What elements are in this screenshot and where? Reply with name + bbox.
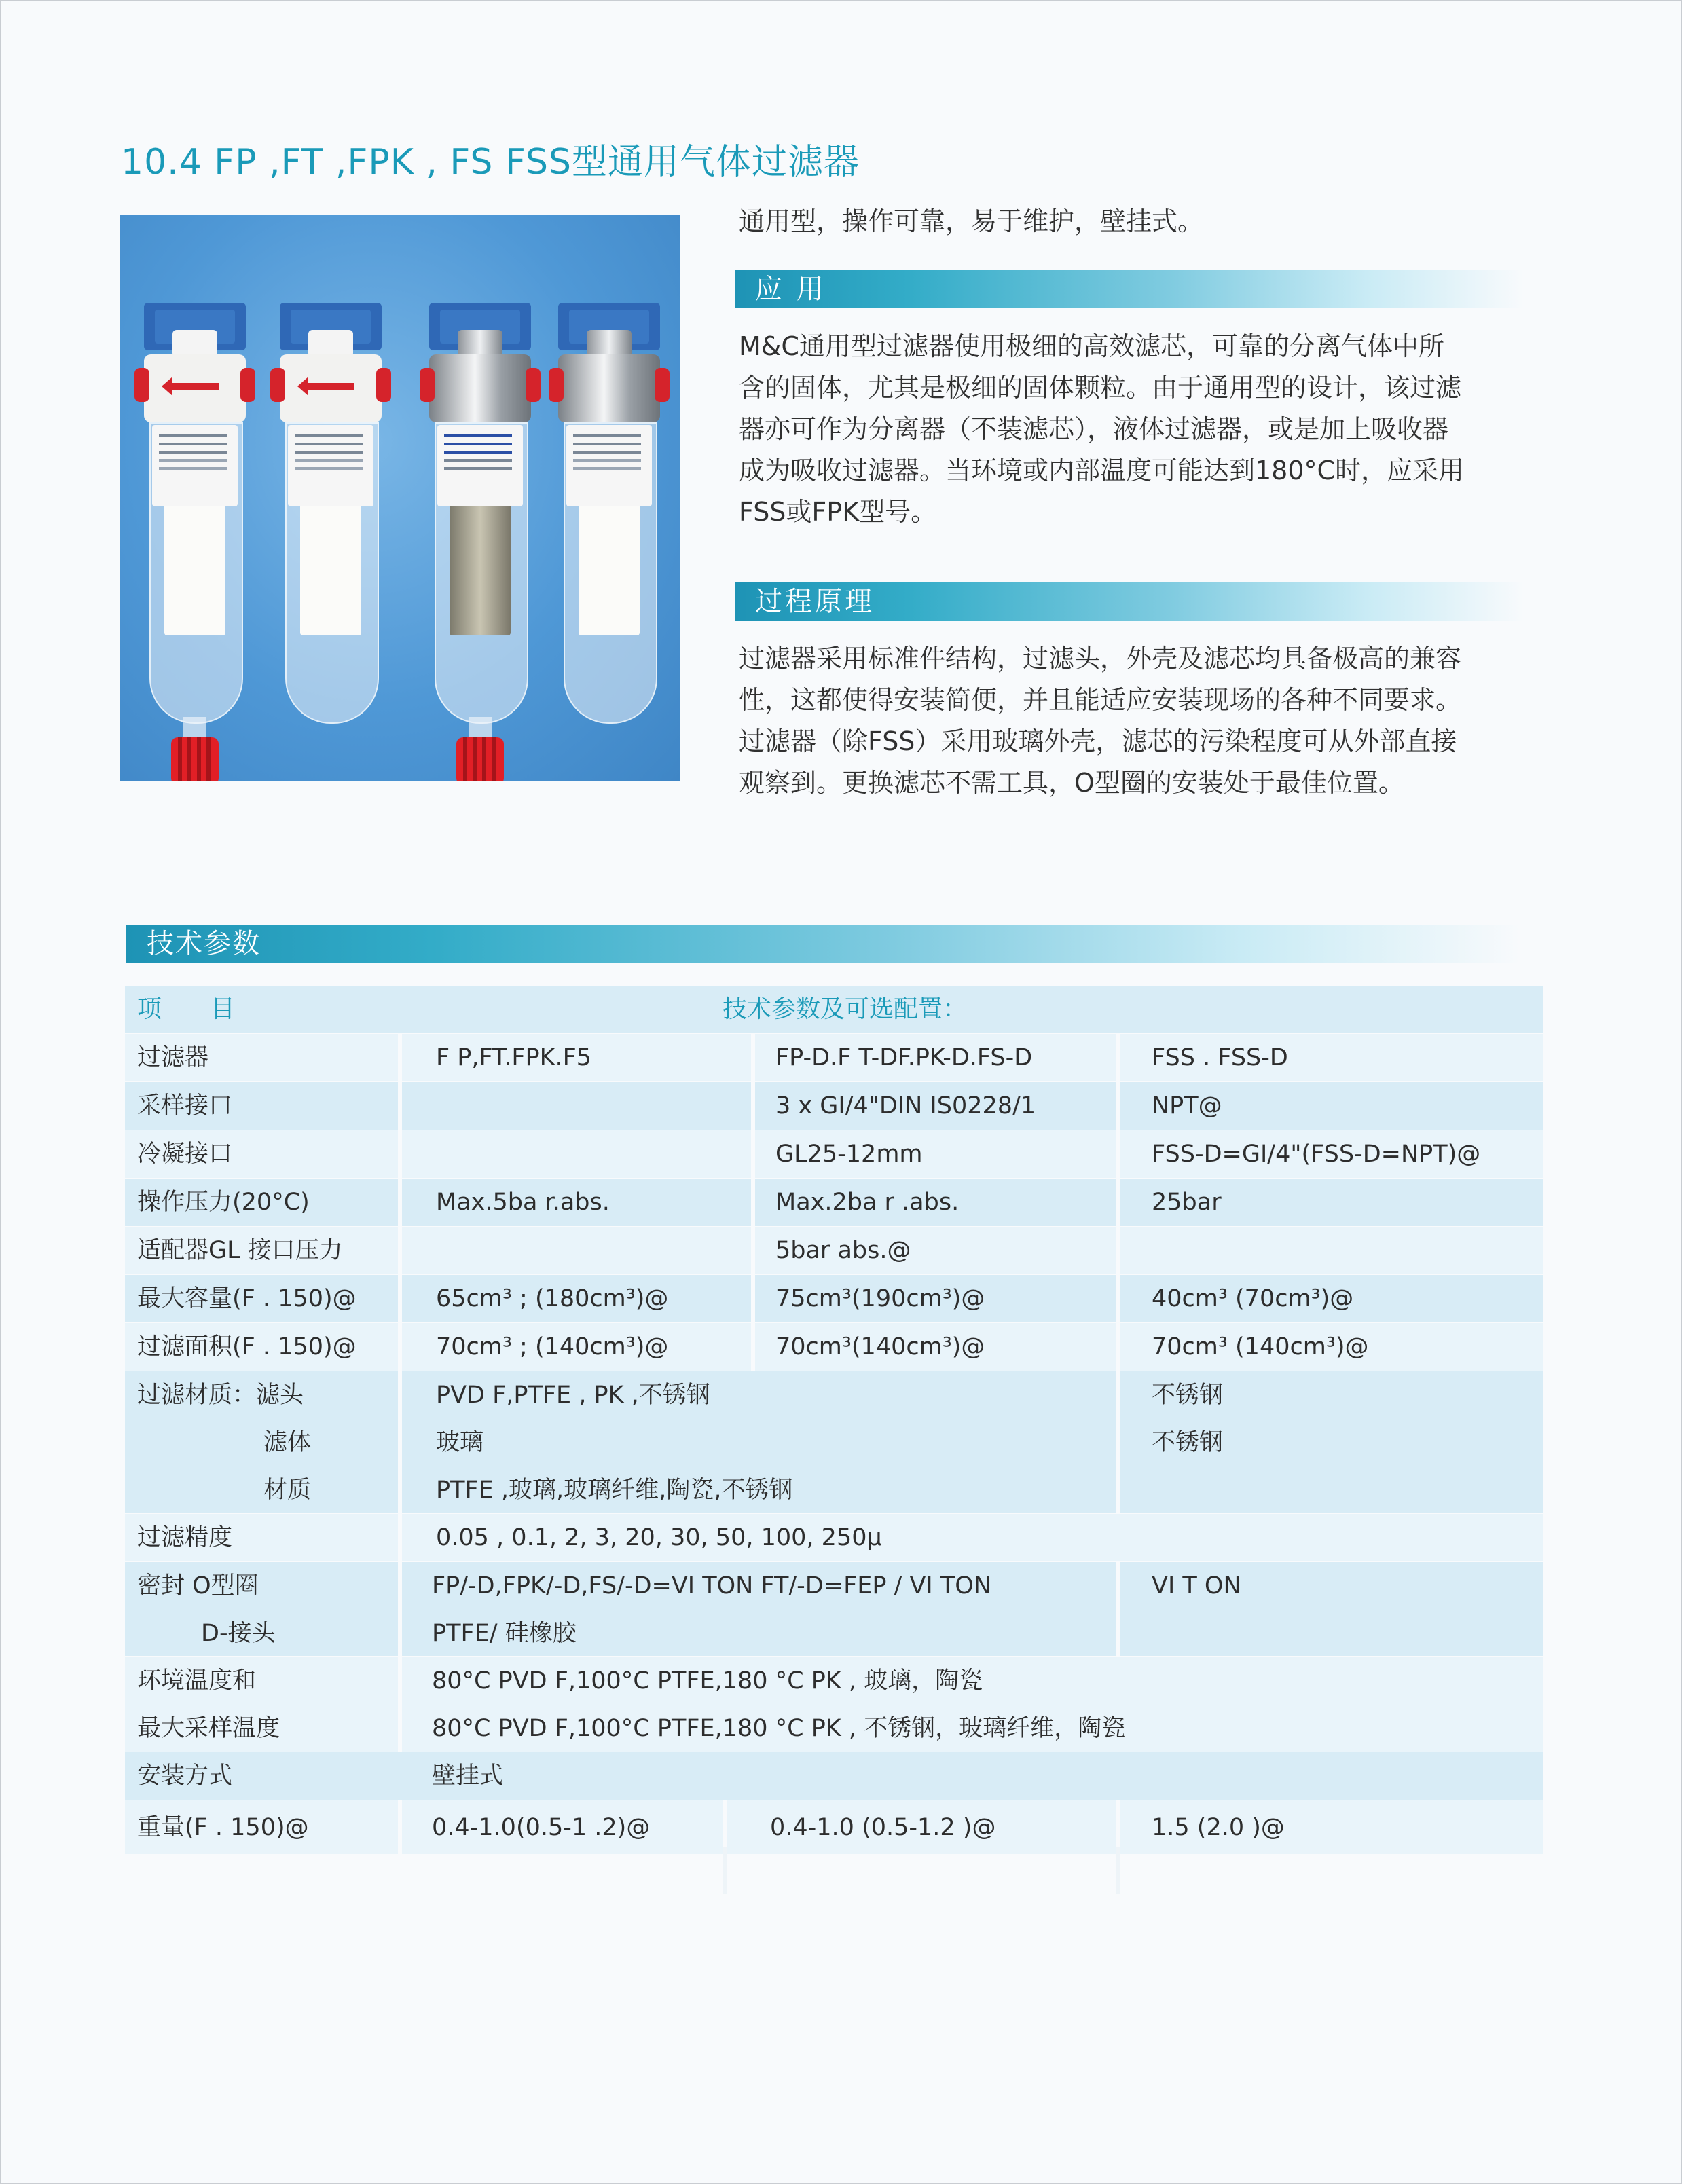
row-value: GL25-12mm	[751, 1130, 923, 1178]
row-value: NPT@	[1116, 1082, 1222, 1130]
table-divider	[1116, 1847, 1120, 1894]
row-label: 采样接口	[137, 1092, 233, 1119]
subtitle: 通用型，操作可靠，易于维护，壁挂式。	[739, 206, 1204, 236]
header-item: 项 目	[137, 995, 236, 1023]
row-label: 适配器GL 接口压力	[137, 1237, 343, 1264]
row-value: Max.5ba r.abs.	[398, 1179, 610, 1226]
row-label: 最大容量(F . 150)@	[137, 1285, 356, 1312]
row-label: 密封 O型圈 D-接头	[137, 1572, 276, 1647]
table-header-row	[125, 986, 1543, 1034]
application-line: FSS或FPK型号。	[739, 497, 937, 527]
section-heading-tech: 技术参数	[126, 925, 1521, 963]
row-value: 65cm³ ; (180cm³)@	[398, 1275, 668, 1322]
row-value: FP/-D,FPK/-D,FS/-D=VI TON FT/-D=FEP / VI TON PTFE/ 硅橡胶	[398, 1562, 991, 1656]
table-row	[125, 1130, 1543, 1179]
row-value: 5bar abs.@	[751, 1227, 911, 1274]
application-line: 含的固体，尤其是极细的固体颗粒。由于通用型的设计，该过滤	[739, 373, 1462, 403]
product-photo	[120, 215, 680, 781]
row-value: FSS . FSS-D	[1116, 1034, 1288, 1081]
principle-line: 过滤器（除FSS）采用玻璃外壳，滤芯的污染程度可从外部直接	[739, 726, 1457, 756]
drain-caps	[120, 215, 680, 781]
application-line: M&C通用型过滤器使用极细的高效滤芯，可靠的分离气体中所	[739, 331, 1444, 361]
section-heading-principle: 过程原理	[735, 582, 1524, 621]
principle-line: 性，这都使得安装简便，并且能适应安装现场的各种不同要求。	[739, 685, 1462, 715]
row-value	[398, 1227, 436, 1274]
row-value: VI T ON	[1116, 1562, 1241, 1656]
spec-table	[125, 986, 1543, 1855]
row-value	[1116, 1227, 1152, 1274]
row-value: 80°C PVD F,100°C PTFE,180 °C PK , 玻璃，陶瓷 80°C PVD F,100°C PTFE,180 °C PK , 不锈钢，玻璃纤维，陶瓷	[398, 1657, 1125, 1752]
table-row-material	[125, 1371, 1543, 1514]
row-value: 不锈钢 不锈钢	[1116, 1371, 1223, 1513]
table-row-temperature	[125, 1657, 1543, 1752]
principle-line: 过滤器采用标准件结构，过滤头，外壳及滤芯均具备极高的兼容	[739, 644, 1462, 673]
header-spec: 技术参数及可选配置：	[723, 995, 968, 1023]
row-value: 0.05 , 0.1, 2, 3, 20, 30, 50, 100, 250μ	[398, 1514, 882, 1561]
section-heading-application: 应 用	[735, 270, 1524, 308]
row-label: 过滤材质：滤头 滤体 材质	[137, 1382, 312, 1504]
table-row	[125, 1323, 1543, 1371]
row-value: 70cm³ (140cm³)@	[1116, 1323, 1369, 1371]
row-value: F P,FT.FPK.F5	[398, 1034, 591, 1081]
row-value: 1.5 (2.0 )@	[1116, 1800, 1285, 1854]
row-value: 0.4-1.0 (0.5-1.2 )@	[723, 1800, 995, 1854]
table-row	[125, 1179, 1543, 1227]
application-line: 器亦可作为分离器（不装滤芯），液体过滤器，或是加上吸收器	[739, 414, 1449, 444]
table-row-precision	[125, 1514, 1543, 1562]
row-label: 安装方式	[137, 1762, 233, 1790]
table-divider	[723, 1847, 727, 1894]
table-row-seal	[125, 1562, 1543, 1657]
application-text	[739, 326, 1547, 533]
application-line: 成为吸收过滤器。当环境或内部温度可能达到180°C时，应采用	[739, 456, 1465, 485]
row-value: FP-D.F T-DF.PK-D.FS-D	[751, 1034, 1032, 1081]
principle-line: 观察到。更换滤芯不需工具，O型圈的安装处于最佳位置。	[739, 768, 1404, 798]
table-row	[125, 1227, 1543, 1275]
row-value: 3 x GI/4"DIN IS0228/1	[751, 1082, 1036, 1130]
row-value: 0.4-1.0(0.5-1 .2)@	[398, 1800, 650, 1854]
row-label: 重量(F . 150)@	[137, 1814, 309, 1841]
table-row-mounting	[125, 1752, 1543, 1800]
row-value	[398, 1130, 436, 1178]
table-row-weight	[125, 1800, 1543, 1855]
table-row	[125, 1082, 1543, 1130]
row-label: 冷凝接口	[137, 1141, 233, 1168]
row-value: Max.2ba r .abs.	[751, 1179, 959, 1226]
row-value: 70cm³ ; (140cm³)@	[398, 1323, 668, 1371]
row-value	[398, 1082, 436, 1130]
row-value: 70cm³(140cm³)@	[751, 1323, 985, 1371]
row-value: 40cm³ (70cm³)@	[1116, 1275, 1353, 1322]
row-value: PVD F,PTFE , PK ,不锈钢 玻璃 PTFE ,玻璃,玻璃纤维,陶瓷,不锈钢	[398, 1371, 792, 1513]
row-label: 操作压力(20°C)	[137, 1189, 310, 1216]
principle-text	[739, 638, 1547, 804]
row-label: 过滤面积(F . 150)@	[137, 1333, 356, 1361]
row-value: 壁挂式	[432, 1762, 504, 1790]
page-title: 10.4 FP ,FT ,FPK , FS FSS型通用气体过滤器	[121, 142, 860, 183]
row-label: 过滤器	[137, 1044, 209, 1071]
row-value: 25bar	[1116, 1179, 1222, 1226]
table-row	[125, 1034, 1543, 1082]
row-label: 环境温度和 最大采样温度	[137, 1667, 280, 1742]
row-label: 过滤精度	[137, 1524, 233, 1551]
row-value: 75cm³(190cm³)@	[751, 1275, 985, 1322]
row-value: FSS-D=GI/4"(FSS-D=NPT)@	[1116, 1130, 1480, 1178]
table-row	[125, 1275, 1543, 1323]
